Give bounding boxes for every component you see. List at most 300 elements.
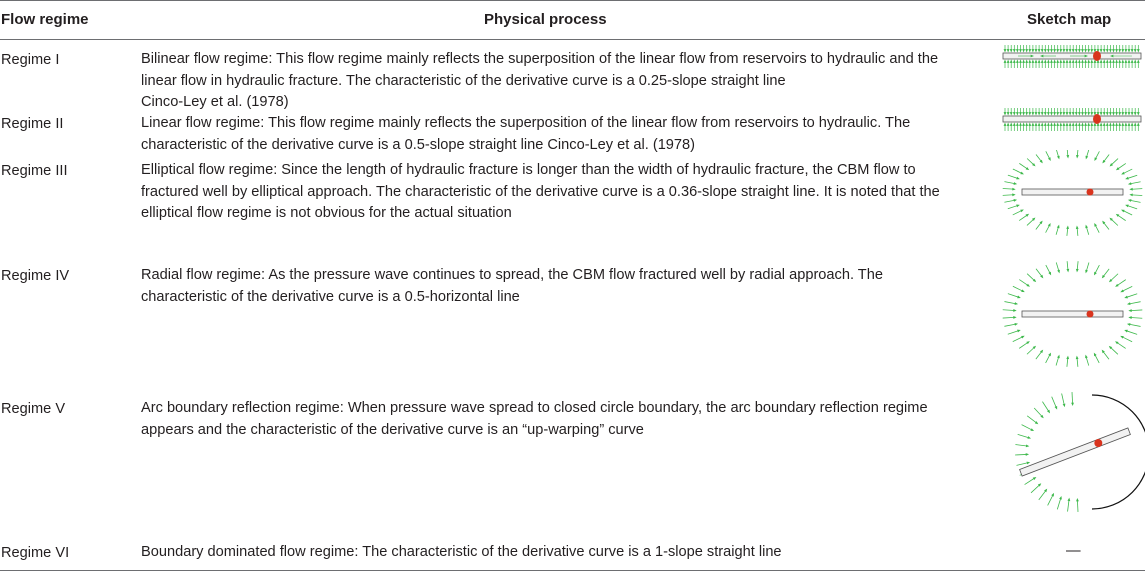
flow-arrowhead (1019, 123, 1022, 126)
flow-arrow (1056, 150, 1058, 157)
flow-arrowhead (1013, 316, 1016, 319)
flow-arrow (1025, 478, 1035, 484)
flow-arrowhead (1125, 112, 1128, 115)
physical-process-text (141, 113, 961, 156)
flow-arrow (1013, 169, 1022, 173)
header-rule (0, 39, 1145, 40)
flow-arrowhead (1103, 112, 1106, 115)
process-line: Radial flow regime: As the pressure wave continues to spread, the CBM flow fractured well by radial approach. The (141, 267, 883, 283)
flow-arrowhead (1053, 112, 1056, 115)
flow-arrowhead (1128, 60, 1131, 63)
flow-arrowhead (1050, 112, 1053, 115)
flow-arrowhead (1059, 60, 1062, 63)
flow-arrowhead (1109, 49, 1112, 52)
regime-label: Regime III (1, 163, 68, 179)
flow-arrowhead (1078, 49, 1081, 52)
flow-arrowhead (1134, 112, 1137, 115)
process-line: Bilinear flow regime: This flow regime mainly reflects the superposition of the linear flow from reservoirs to hydraulic and the (141, 51, 939, 67)
flow-arrowhead (1044, 49, 1047, 52)
flow-arrowhead (1026, 214, 1030, 217)
flow-arrowhead (1044, 60, 1047, 63)
flow-arrowhead (1076, 226, 1079, 229)
flow-arrowhead (1066, 60, 1069, 63)
flow-arrowhead (1038, 60, 1041, 63)
flow-arrow (1068, 500, 1069, 512)
flow-arrowhead (1066, 49, 1069, 52)
flow-arrow (1056, 227, 1058, 235)
flow-arrowhead (1004, 112, 1007, 115)
flow-arrowhead (1044, 123, 1047, 126)
flow-arrow (1039, 491, 1046, 500)
flow-arrowhead (1028, 112, 1031, 115)
flow-arrow (1027, 347, 1034, 354)
flow-arrow (1019, 280, 1028, 286)
regime-label: Regime I (1, 52, 60, 68)
flow-arrowhead (1019, 49, 1022, 52)
flow-arrowhead (1010, 49, 1013, 52)
flow-arrowhead (1012, 193, 1015, 196)
flow-arrow (1132, 189, 1143, 190)
flow-arrowhead (1134, 123, 1137, 126)
flow-arrowhead (1022, 112, 1025, 115)
flow-arrowhead (1019, 60, 1022, 63)
flow-arrowhead (1022, 49, 1025, 52)
flow-arrowhead (1066, 356, 1069, 359)
regime-label: Regime V (1, 401, 66, 417)
flow-arrowhead (1047, 49, 1050, 52)
flow-arrowhead (1081, 60, 1084, 63)
flow-arrow (1003, 195, 1014, 196)
flow-arrow (1019, 163, 1027, 168)
flow-arrowhead (1125, 60, 1128, 63)
flow-arrowhead (1038, 49, 1041, 52)
flow-arrowhead (1128, 49, 1131, 52)
flow-arrowhead (1010, 112, 1013, 115)
flow-arrowhead (1127, 302, 1131, 305)
flow-arrow (1086, 357, 1089, 366)
flow-arrowhead (1066, 269, 1069, 272)
flow-arrow (1019, 215, 1027, 220)
flow-arrow (1022, 425, 1032, 430)
flow-arrow (1042, 402, 1048, 412)
flow-arrowhead (1004, 60, 1007, 63)
flow-arrow (1111, 219, 1118, 225)
flow-arrowhead (1066, 123, 1069, 126)
flow-arrowhead (1134, 60, 1137, 63)
flow-arrow (1036, 223, 1041, 230)
flow-arrow (1008, 206, 1018, 209)
flow-arrowhead (1131, 123, 1134, 126)
flow-arrowhead (1057, 355, 1060, 359)
flow-arrow (1018, 434, 1029, 437)
flow-arrow (1077, 228, 1078, 236)
flow-arrow (1067, 358, 1068, 367)
flow-arrowhead (1066, 112, 1069, 115)
flow-arrowhead (1125, 177, 1129, 180)
flow-arrowhead (1012, 188, 1015, 191)
flow-arrow (1095, 225, 1099, 232)
flow-arrowhead (1019, 112, 1022, 115)
flow-arrowhead (1069, 60, 1072, 63)
top-rule (0, 0, 1145, 1)
flow-arrowhead (1121, 112, 1124, 115)
flow-arrow (1123, 169, 1132, 173)
flow-arrow (1004, 302, 1015, 304)
flow-arrowhead (1112, 60, 1115, 63)
flow-arrow (1118, 163, 1126, 168)
flow-arrowhead (1072, 60, 1075, 63)
flow-arrow (1122, 337, 1132, 342)
flow-arrow (1015, 445, 1027, 446)
flow-arrowhead (1063, 49, 1066, 52)
flow-arrowhead (1059, 123, 1062, 126)
flow-arrow (1013, 337, 1023, 342)
flow-arrowhead (1016, 177, 1020, 180)
process-line: characteristic of the derivative curve is a 0.5-slope straight line Cinco-Ley et al. (1978) (141, 136, 696, 153)
header-physical-process: Physical process (484, 11, 607, 28)
flow-arrowhead (1025, 123, 1028, 126)
flow-arrowhead (1087, 123, 1090, 126)
flow-arrowhead (1081, 123, 1084, 126)
flow-arrowhead (1118, 49, 1121, 52)
flow-arrowhead (1100, 49, 1103, 52)
flow-arrowhead (1106, 112, 1109, 115)
flow-arrowhead (1047, 123, 1050, 126)
flow-arrowhead (1056, 49, 1059, 52)
flow-arrowhead (1038, 123, 1041, 126)
flow-arrowhead (1087, 49, 1090, 52)
flow-arrowhead (1059, 112, 1062, 115)
flow-arrowhead (1129, 194, 1132, 197)
flow-arrowhead (1115, 49, 1118, 52)
flow-arrowhead (1085, 270, 1088, 274)
flow-arrowhead (1047, 60, 1050, 63)
flow-arrowhead (1004, 123, 1007, 126)
flow-arrowhead (1090, 112, 1093, 115)
flow-arrow (1036, 269, 1042, 277)
flow-arrow (1131, 310, 1143, 311)
flow-arrow (1027, 159, 1034, 165)
flow-arrow (1126, 331, 1137, 335)
radial-flow-sketch (1000, 258, 1145, 370)
flow-arrow (1046, 225, 1050, 232)
flow-arrow (1086, 262, 1089, 271)
flow-arrowhead (1066, 225, 1069, 228)
flow-arrowhead (1115, 60, 1118, 63)
flow-arrow (1056, 262, 1059, 271)
flow-arrow (1127, 175, 1137, 178)
flow-arrow (1118, 215, 1126, 220)
flow-arrow (1095, 265, 1099, 273)
flow-arrowhead (1035, 112, 1038, 115)
flow-arrow (1086, 227, 1088, 235)
flow-arrow (1056, 357, 1059, 366)
regime-label: Regime II (1, 116, 64, 132)
flow-arrow (1052, 397, 1057, 408)
flow-arrowhead (1109, 112, 1112, 115)
flow-arrowhead (1072, 112, 1075, 115)
flow-arrow (1117, 280, 1126, 286)
flow-arrowhead (1134, 49, 1137, 52)
flow-arrowhead (1075, 112, 1078, 115)
physical-process-text (141, 160, 961, 225)
process-line: linear flow in hydraulic fracture. The characteristic of the derivative curve is a 0.25-slope straight line (141, 72, 786, 89)
flow-arrowhead (1128, 112, 1131, 115)
flow-arrowhead (1115, 123, 1118, 126)
flow-arrowhead (1085, 355, 1088, 359)
flow-arrowhead (1076, 498, 1079, 501)
flow-arrow (1095, 151, 1099, 158)
flow-arrow (1103, 269, 1109, 277)
flow-arrowhead (1131, 49, 1134, 52)
flow-arrowhead (1076, 356, 1079, 359)
flow-arrow (1019, 342, 1028, 348)
flow-arrowhead (1063, 123, 1066, 126)
flow-arrowhead (1016, 60, 1019, 63)
flow-arrowhead (1026, 167, 1030, 170)
flow-arrow (1122, 286, 1132, 291)
process-line: Boundary dominated flow regime: The characteristic of the derivative curve is a 1-slope straight line (141, 544, 782, 560)
flow-arrowhead (1121, 49, 1124, 52)
flow-arrow (1003, 188, 1014, 189)
flow-arrowhead (1069, 123, 1072, 126)
flow-arrowhead (1125, 123, 1128, 126)
process-line: characteristic of the derivative curve is a 0.5-horizontal line (141, 288, 520, 305)
flow-arrowhead (1066, 155, 1069, 158)
flow-arrow (1117, 343, 1126, 349)
flow-arrow (1036, 352, 1042, 360)
flow-arrowhead (1032, 60, 1035, 63)
flow-arrowhead (1026, 453, 1029, 456)
flow-arrow (1013, 286, 1023, 291)
flow-arrowhead (1125, 205, 1129, 208)
flow-arrowhead (1038, 112, 1041, 115)
flow-arrowhead (1129, 188, 1132, 191)
flow-arrowhead (1035, 60, 1038, 63)
flow-arrowhead (1063, 404, 1066, 408)
flow-arrowhead (1050, 60, 1053, 63)
flow-arrowhead (1072, 123, 1075, 126)
arc-boundary-sketch (995, 390, 1145, 512)
flow-arrow (1004, 200, 1014, 202)
flow-arrowhead (1128, 316, 1131, 319)
flow-arrowhead (1013, 112, 1016, 115)
flow-arrow (1046, 265, 1050, 273)
flow-arrowhead (1022, 60, 1025, 63)
flow-arrow (1067, 228, 1068, 236)
flow-arrowhead (1071, 403, 1074, 406)
flow-arrowhead (1121, 123, 1124, 126)
flow-arrowhead (1087, 112, 1090, 115)
regime-label: Regime VI (1, 545, 70, 561)
physical-process-text (141, 49, 961, 114)
flow-arrowhead (1014, 323, 1018, 326)
flow-arrowhead (1041, 49, 1044, 52)
flow-arrowhead (1118, 112, 1121, 115)
flow-arrow (1004, 324, 1015, 326)
flow-arrowhead (1017, 296, 1021, 299)
flow-arrow (1129, 324, 1140, 326)
flow-arrowhead (1124, 330, 1128, 333)
flow-arrow (1087, 150, 1089, 157)
flow-arrow (1062, 394, 1065, 405)
linear-flow-sketch (1000, 106, 1145, 132)
flow-arrowhead (1053, 49, 1056, 52)
flow-arrowhead (1010, 123, 1013, 126)
flow-arrow (1027, 416, 1036, 423)
flow-arrow (1111, 274, 1118, 281)
flow-arrow (1013, 211, 1022, 215)
flow-arrowhead (1127, 323, 1131, 326)
flow-arrowhead (1057, 270, 1060, 274)
flow-arrowhead (1075, 123, 1078, 126)
flow-arrowhead (1010, 60, 1013, 63)
header-flow-regime: Flow regime (1, 11, 89, 28)
flow-arrowhead (1115, 112, 1118, 115)
flow-arrowhead (1004, 49, 1007, 52)
flow-arrowhead (1016, 123, 1019, 126)
flow-arrowhead (1025, 60, 1028, 63)
flow-arrowhead (1050, 49, 1053, 52)
flow-arrow (1015, 454, 1027, 455)
process-line: Linear flow regime: This flow regime mainly reflects the superposition of the linear flow from reservoirs to hydraulic. The (141, 115, 911, 131)
flow-arrowhead (1115, 341, 1119, 344)
flow-arrowhead (1032, 123, 1035, 126)
flow-arrowhead (1072, 49, 1075, 52)
flow-arrowhead (1085, 225, 1088, 229)
physical-process-text (141, 265, 961, 308)
flow-arrowhead (1087, 60, 1090, 63)
flow-arrow (1008, 294, 1019, 298)
flow-arrowhead (1109, 123, 1112, 126)
flow-arrow (1127, 206, 1137, 209)
flow-arrowhead (1041, 60, 1044, 63)
flow-arrowhead (1032, 49, 1035, 52)
flow-arrowhead (1086, 156, 1089, 160)
flow-arrowhead (1055, 406, 1058, 410)
flow-arrowhead (1112, 123, 1115, 126)
flow-arrowhead (1041, 123, 1044, 126)
flow-arrowhead (1103, 60, 1106, 63)
flow-arrowhead (1106, 49, 1109, 52)
flow-arrowhead (1047, 112, 1050, 115)
flow-arrowhead (1075, 60, 1078, 63)
flow-arrow (1077, 358, 1078, 367)
flow-arrowhead (1100, 112, 1103, 115)
flow-arrow (1072, 392, 1073, 404)
process-line: Cinco-Ley et al. (1978) (141, 94, 289, 110)
flow-arrow (1046, 151, 1050, 158)
flow-arrowhead (1090, 49, 1093, 52)
flow-arrowhead (1112, 49, 1115, 52)
flow-arrowhead (1035, 123, 1038, 126)
flow-arrowhead (1013, 199, 1017, 202)
flow-arrow (1077, 500, 1078, 512)
flow-arrow (1027, 274, 1034, 281)
flow-arrow (1129, 302, 1140, 304)
flow-arrow (1036, 154, 1041, 161)
flow-arrowhead (1084, 123, 1087, 126)
physical-process-text (141, 542, 961, 564)
flow-arrowhead (1027, 462, 1031, 465)
flow-arrow (1123, 211, 1132, 215)
flow-arrowhead (1032, 112, 1035, 115)
flow-arrowhead (1137, 112, 1140, 115)
flow-arrowhead (1128, 309, 1131, 312)
flow-arrowhead (1063, 60, 1066, 63)
flow-arrowhead (1067, 498, 1070, 502)
header-sketch-map: Sketch map (1027, 11, 1112, 28)
flow-arrow (1127, 294, 1138, 298)
flow-arrowhead (1028, 60, 1031, 63)
flow-arrow (1003, 310, 1015, 311)
bottom-rule (0, 570, 1145, 571)
flow-arrowhead (1053, 123, 1056, 126)
flow-arrowhead (1100, 123, 1103, 126)
flow-arrowhead (1106, 123, 1109, 126)
flow-arrowhead (1118, 60, 1121, 63)
flow-arrowhead (1028, 49, 1031, 52)
flow-arrowhead (1084, 60, 1087, 63)
flow-arrowhead (1128, 123, 1131, 126)
flow-arrow (1131, 317, 1143, 318)
physical-process-text (141, 398, 961, 441)
flow-arrowhead (1027, 436, 1031, 439)
flow-arrowhead (1090, 123, 1093, 126)
flow-arrowhead (1078, 123, 1081, 126)
flow-arrowhead (1081, 112, 1084, 115)
flow-arrow (1111, 347, 1118, 354)
flow-arrowhead (1007, 123, 1010, 126)
flow-arrowhead (1137, 123, 1140, 126)
elliptical-flow-sketch (1000, 150, 1145, 242)
flow-arrowhead (1075, 49, 1078, 52)
flow-arrowhead (1056, 112, 1059, 115)
flow-arrowhead (1118, 123, 1121, 126)
flow-arrowhead (1044, 112, 1047, 115)
flow-arrow (1095, 355, 1099, 363)
flow-arrowhead (1025, 112, 1028, 115)
flow-arrowhead (1013, 49, 1016, 52)
flow-arrowhead (1131, 60, 1134, 63)
flow-arrowhead (1007, 112, 1010, 115)
flow-arrowhead (1084, 112, 1087, 115)
regime-label: Regime IV (1, 268, 70, 284)
flow-arrowhead (1112, 112, 1115, 115)
flow-arrowhead (1109, 60, 1112, 63)
flow-arrow (1103, 352, 1109, 360)
flow-arrowhead (1026, 444, 1030, 447)
flow-arrowhead (1128, 182, 1132, 185)
flow-arrowhead (1124, 296, 1128, 299)
flow-arrowhead (1035, 49, 1038, 52)
flow-arrowhead (1106, 60, 1109, 63)
flow-arrow (1027, 219, 1034, 225)
flow-arrowhead (1059, 49, 1062, 52)
flow-arrowhead (1116, 167, 1120, 170)
flow-arrowhead (1025, 49, 1028, 52)
flow-arrowhead (1069, 112, 1072, 115)
flow-arrowhead (1115, 284, 1119, 287)
flow-arrowhead (1125, 49, 1128, 52)
flow-arrowhead (1059, 496, 1062, 500)
flow-arrow (1004, 182, 1014, 184)
no-sketch-dash: — (1066, 543, 1081, 559)
flow-arrowhead (1081, 49, 1084, 52)
flow-arrowhead (1103, 123, 1106, 126)
flow-arrow (1130, 200, 1140, 202)
flow-arrowhead (1014, 182, 1018, 185)
